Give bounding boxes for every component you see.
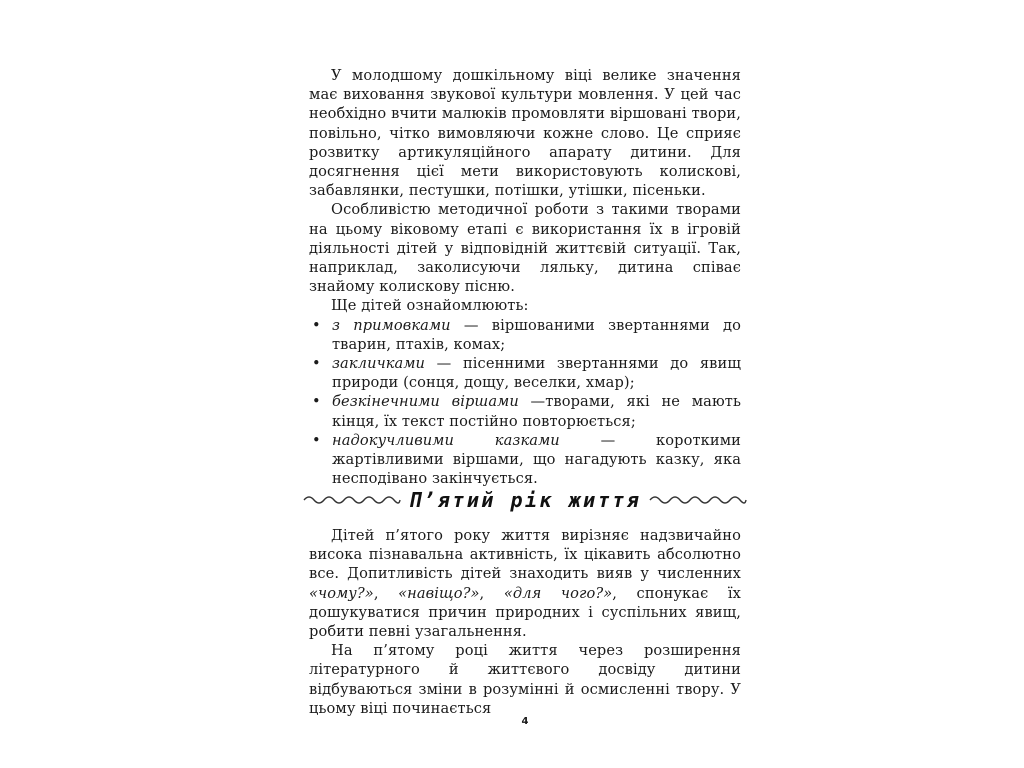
book-page	[309, 62, 741, 752]
paragraph: Особливістю методичної роботи з такими творами на цьому віковому етапі є використання їх в ігровій діяльності дітей у відповідній життєвій ситуації. Так, наприклад, заколисуючи ляльку, дитина співає знайому колискову пісню.	[309, 201, 741, 296]
term: надокучливими казками	[332, 431, 560, 449]
section-heading-row	[309, 482, 741, 518]
question-why: «чому?»	[309, 584, 374, 602]
section-early-preschool	[309, 66, 741, 488]
paragraph-text: Дітей п’ятого року життя вирізняє надзвичайно висока пізнавальна активність, їх цікавить абсолютно все. Допитливість дітей знаходить вияв у численних	[309, 527, 741, 583]
question-for-what: «для чого?»	[503, 584, 613, 602]
question-what-for: «навіщо?»	[398, 584, 480, 602]
genre-list	[309, 316, 741, 489]
definition: — віршованими звертаннями до тварин, птахів, комах;	[332, 316, 741, 353]
list-intro: Ще дітей ознайомлюють:	[331, 297, 529, 315]
term: з примовками	[332, 316, 451, 334]
bullet-icon: •	[312, 355, 321, 373]
list-item	[309, 392, 741, 430]
paragraph-text: , спонукає їх дошукуватися причин природних і суспільних явищ, робити певні узагальнення.	[309, 584, 741, 641]
section-fifth-year	[309, 526, 741, 718]
paragraph	[309, 526, 741, 641]
definition: — короткими жартівливими віршами, що нагадують казку, яка несподівано закінчується.	[332, 431, 741, 488]
bullet-icon: •	[312, 316, 321, 334]
separator: ,	[479, 584, 504, 602]
page-number: 4	[521, 716, 529, 727]
section-heading: П’ятий рік життя	[408, 488, 642, 512]
list-item	[309, 431, 741, 489]
list-item	[309, 316, 741, 354]
left-wave-ornament-icon	[303, 493, 401, 507]
paragraph: На п’ятому році життя через розширення літературного й життєвого досвіду дитини відбуваються зміни в розумінні й осмисленні твору. У цьому віці починається	[309, 642, 741, 717]
bullet-icon: •	[312, 393, 321, 411]
definition: —творами, які не мають кінця, їх текст постійно повторюється;	[332, 393, 741, 430]
paragraph: У молодшому дошкільному віці велике значення має виховання звукової культури мовлення. У цей час необхідно вчити малюків промовляти віршовані твори, повільно, чітко вимовляючи кожне слово. Це сприяє розвитку артикуляційного апарату дитини. Для досягнення цієї мети використовують колискові, забавлянки, пестушки, потішки, утішки, пісеньки.	[309, 67, 741, 200]
bullet-icon: •	[312, 431, 321, 449]
term: безкінечними віршами	[332, 393, 519, 411]
definition: — пісенними звертаннями до явищ природи (сонця, дощу, веселки, хмар);	[332, 355, 741, 392]
right-wave-ornament-icon	[649, 493, 747, 507]
separator: ,	[373, 584, 399, 602]
term: закличками	[332, 355, 426, 373]
list-item	[309, 354, 741, 392]
